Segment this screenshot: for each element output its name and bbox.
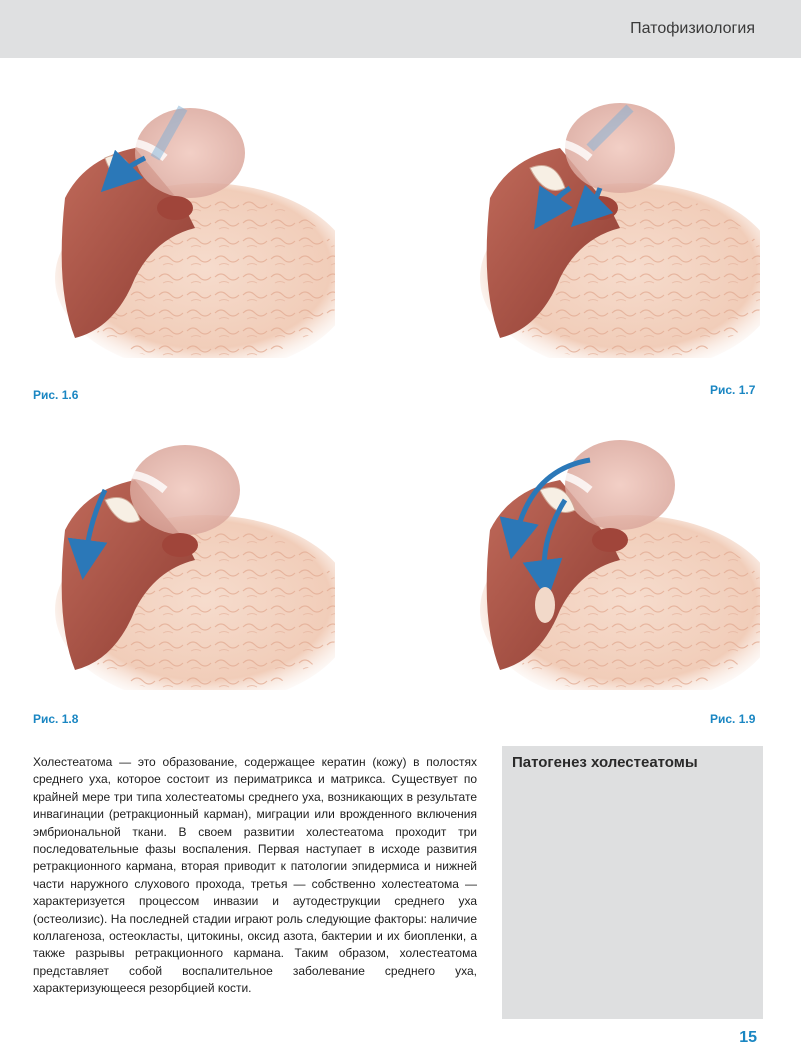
ear-anatomy-illustration [45, 88, 335, 358]
figure-caption-1-7: Рис. 1.7 [710, 383, 756, 397]
figure-1-6 [45, 88, 335, 358]
figure-1-7 [470, 88, 760, 358]
figure-1-9 [470, 420, 760, 690]
page-header [0, 0, 801, 58]
ear-anatomy-illustration [45, 420, 335, 690]
ear-anatomy-illustration [470, 420, 760, 690]
figure-caption-1-8: Рис. 1.8 [33, 712, 79, 726]
figure-1-8 [45, 420, 335, 690]
sidebar-title: Патогенез холестеатомы [512, 754, 698, 771]
body-paragraph: Холестеатома — это образование, содержащее кератин (кожу) в полостях среднего уха, которое состоит из периматрикса и матрикса. Существует по крайней мере три типа холестеатомы среднего уха, возникающих в результате инвагинации (ретракционный карман), миграции или врожденного включения эмбриональной ткани. В своем развитии холестеатома проходит три последовательные фазы воспаления. Первая наступает в исходе развития ретракционного кармана, вторая приводит к патологии эпидермиса и нижней части наружного слухового прохода, третья — собственно холестеатома — характеризуется процессом инвазии и аутодеструкции среднего уха (остеолизис). На последней стадии играют роль следующие факторы: наличие коллагеноза, остеокласты, цитокины, оксид азота, бактерии и их биопленки, а также разрывы ретракционного кармана. Таким образом, холестеатома представляет собой воспалительное заболевание среднего уха, характеризующееся резорбцией кости. [33, 755, 477, 996]
sidebar-box [502, 746, 763, 1019]
section-title: Патофизиология [630, 20, 755, 37]
ear-anatomy-illustration [470, 88, 760, 358]
figure-caption-1-6: Рис. 1.6 [33, 388, 79, 402]
figure-caption-1-9: Рис. 1.9 [710, 712, 756, 726]
page-number: 15 [739, 1029, 757, 1046]
